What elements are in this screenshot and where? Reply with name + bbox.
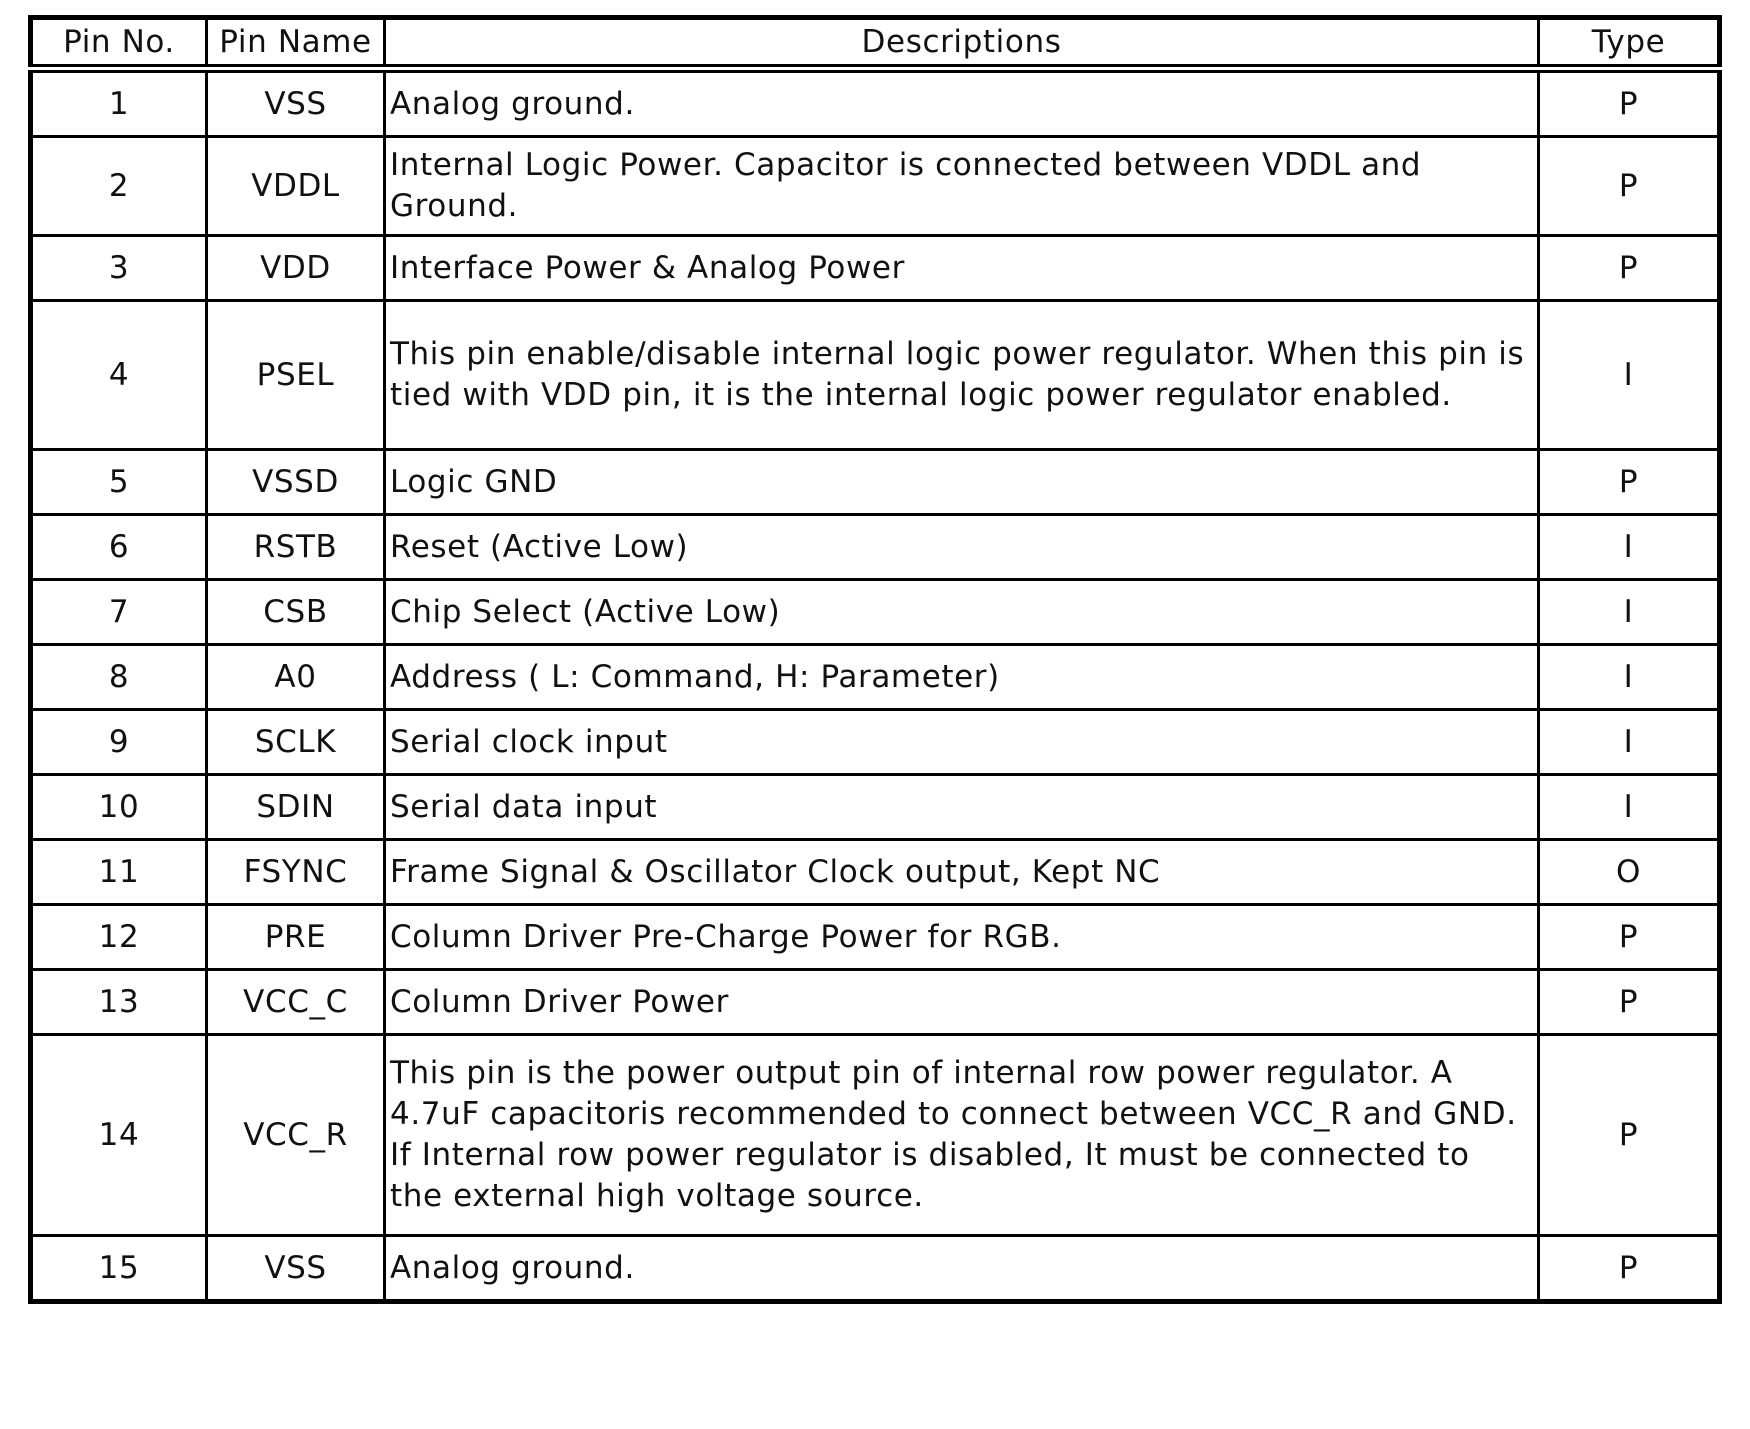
pin-type-cell: P	[1539, 905, 1720, 970]
table-row	[31, 1035, 1720, 1236]
pin-type-cell: I	[1539, 580, 1720, 645]
pin-number-cell: 10	[31, 775, 207, 840]
description-cell: Column Driver Power	[385, 970, 1539, 1035]
pin-type-cell: P	[1539, 137, 1720, 236]
table-row	[31, 905, 1720, 970]
pin-name-cell: VSS	[207, 1236, 385, 1302]
pin-type-cell: O	[1539, 840, 1720, 905]
table-row	[31, 236, 1720, 301]
pin-type-cell: I	[1539, 775, 1720, 840]
pin-number-cell: 13	[31, 970, 207, 1035]
pin-number-cell: 14	[31, 1035, 207, 1236]
pin-type-cell: P	[1539, 1236, 1720, 1302]
pin-name-cell: VDD	[207, 236, 385, 301]
pin-type-cell: I	[1539, 301, 1720, 450]
pin-number-cell: 15	[31, 1236, 207, 1302]
pin-type-cell: P	[1539, 69, 1720, 137]
description-cell: Column Driver Pre-Charge Power for RGB.	[385, 905, 1539, 970]
pin-name-cell: VCC_R	[207, 1035, 385, 1236]
description-cell: Reset (Active Low)	[385, 515, 1539, 580]
table-row	[31, 69, 1720, 137]
description-cell: Analog ground.	[385, 69, 1539, 137]
description-cell: Internal Logic Power. Capacitor is connected between VDDL and Ground.	[385, 137, 1539, 236]
table-row	[31, 775, 1720, 840]
pin-name-cell: CSB	[207, 580, 385, 645]
pin-name-cell: VSSD	[207, 450, 385, 515]
pin-name-cell: SDIN	[207, 775, 385, 840]
pin-name-cell: FSYNC	[207, 840, 385, 905]
description-cell: Serial clock input	[385, 710, 1539, 775]
table-row	[31, 580, 1720, 645]
description-cell: Address ( L: Command, H: Parameter)	[385, 645, 1539, 710]
pin-name-cell: SCLK	[207, 710, 385, 775]
table-row	[31, 840, 1720, 905]
description-cell: Interface Power & Analog Power	[385, 236, 1539, 301]
pin-description-table	[28, 15, 1722, 1304]
pin-name-cell: VDDL	[207, 137, 385, 236]
description-cell: Analog ground.	[385, 1236, 1539, 1302]
header-descriptions: Descriptions	[385, 18, 1539, 69]
table-row	[31, 137, 1720, 236]
table-row	[31, 450, 1720, 515]
table-row	[31, 710, 1720, 775]
pin-type-cell: I	[1539, 645, 1720, 710]
description-cell: This pin enable/disable internal logic power regulator. When this pin is tied with VDD pin, it is the internal logic power regulator enabled.	[385, 301, 1539, 450]
header-pin-name: Pin Name	[207, 18, 385, 69]
description-cell: This pin is the power output pin of internal row power regulator. A 4.7uF capacitoris recommended to connect between VCC_R and GND. If Internal row power regulator is disabled, It must be connected to the external high voltage source.	[385, 1035, 1539, 1236]
pin-name-cell: PSEL	[207, 301, 385, 450]
table-header-row	[31, 18, 1720, 69]
pin-number-cell: 11	[31, 840, 207, 905]
pin-number-cell: 12	[31, 905, 207, 970]
table-row	[31, 645, 1720, 710]
pin-type-cell: P	[1539, 1035, 1720, 1236]
description-cell: Frame Signal & Oscillator Clock output, Kept NC	[385, 840, 1539, 905]
description-cell: Chip Select (Active Low)	[385, 580, 1539, 645]
pin-number-cell: 2	[31, 137, 207, 236]
pin-number-cell: 7	[31, 580, 207, 645]
table-row	[31, 970, 1720, 1035]
pin-name-cell: PRE	[207, 905, 385, 970]
description-cell: Logic GND	[385, 450, 1539, 515]
table-row	[31, 301, 1720, 450]
pin-number-cell: 5	[31, 450, 207, 515]
description-cell: Serial data input	[385, 775, 1539, 840]
pin-name-cell: A0	[207, 645, 385, 710]
pin-number-cell: 9	[31, 710, 207, 775]
pin-type-cell: I	[1539, 710, 1720, 775]
pin-type-cell: P	[1539, 236, 1720, 301]
pin-number-cell: 6	[31, 515, 207, 580]
pin-number-cell: 8	[31, 645, 207, 710]
pin-type-cell: P	[1539, 970, 1720, 1035]
pin-name-cell: RSTB	[207, 515, 385, 580]
header-pin-no: Pin No.	[31, 18, 207, 69]
pin-number-cell: 1	[31, 69, 207, 137]
pin-name-cell: VSS	[207, 69, 385, 137]
pin-number-cell: 4	[31, 301, 207, 450]
pin-type-cell: I	[1539, 515, 1720, 580]
table-row	[31, 1236, 1720, 1302]
table-row	[31, 515, 1720, 580]
pin-number-cell: 3	[31, 236, 207, 301]
pin-name-cell: VCC_C	[207, 970, 385, 1035]
header-type: Type	[1539, 18, 1720, 69]
pin-type-cell: P	[1539, 450, 1720, 515]
